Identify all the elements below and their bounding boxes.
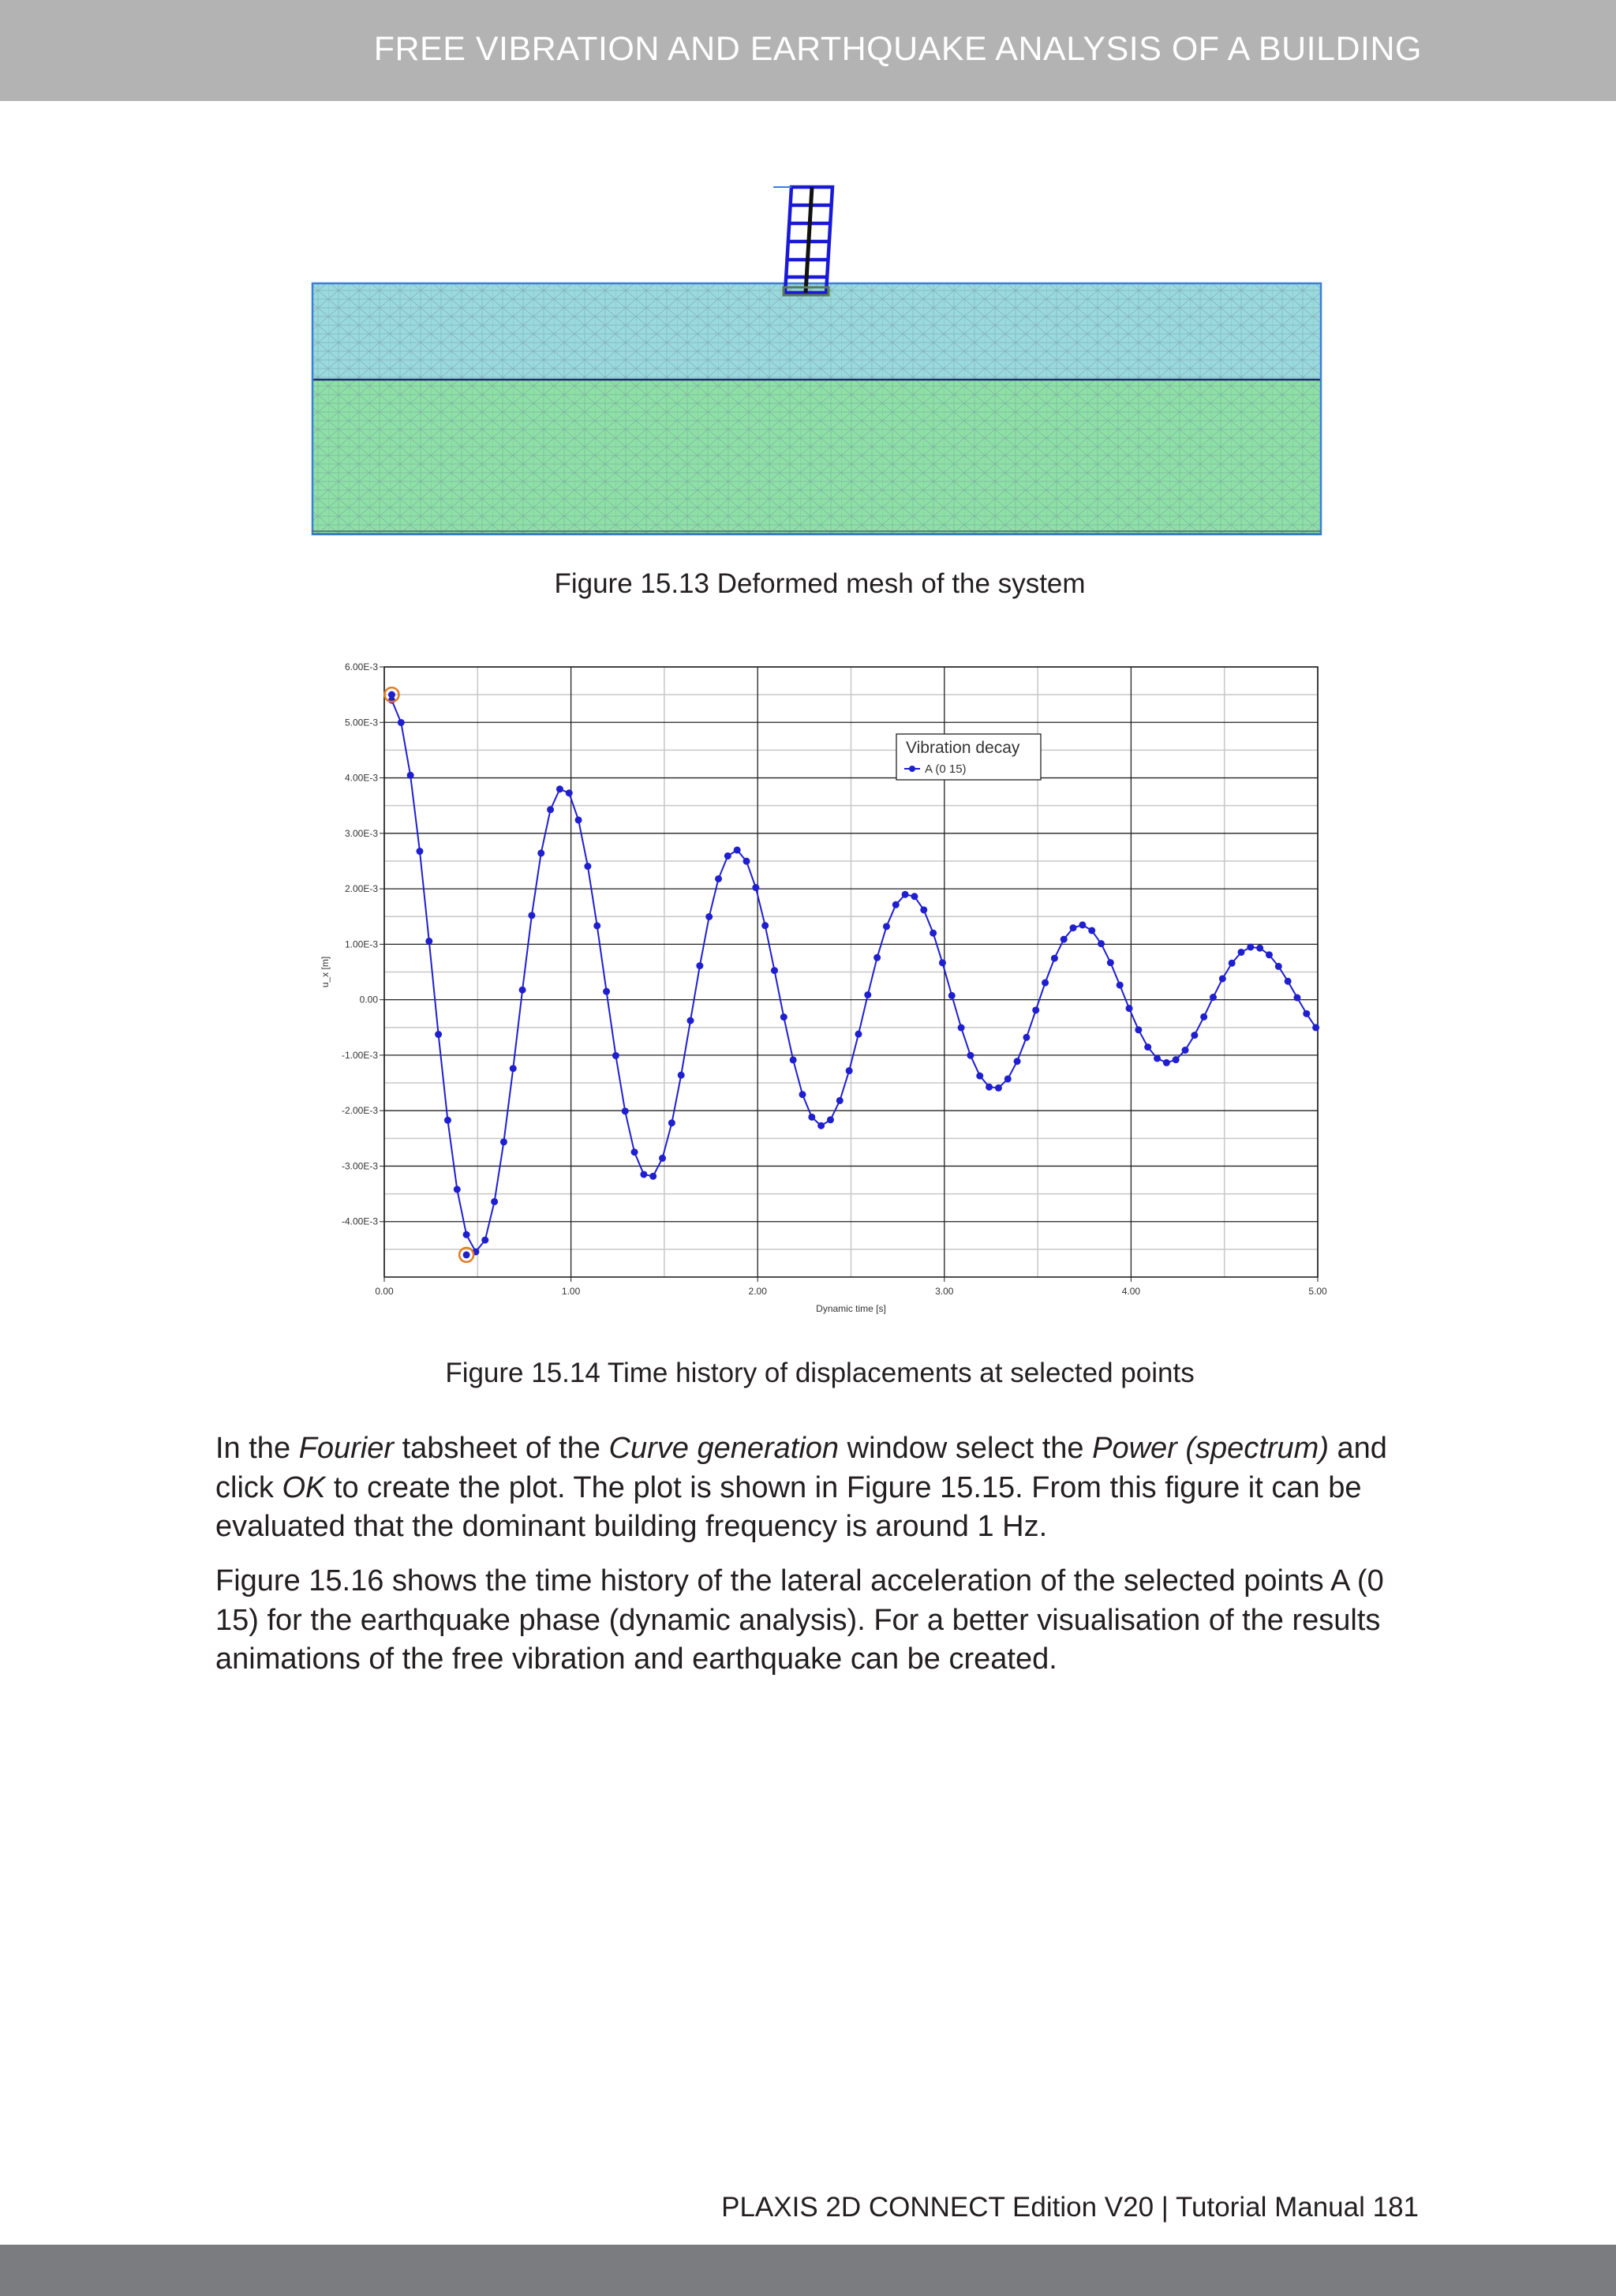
footer-text: PLAXIS 2D CONNECT Edition V20 | Tutorial Manual 181 <box>721 2192 1419 2223</box>
data-point <box>902 891 909 898</box>
x-tick-label: 0.00 <box>375 1286 394 1297</box>
data-point <box>705 913 713 920</box>
paragraph-curve-generation: In the Fourier tabsheet of the Curve generation window select the Power (spectrum) and click OK to create the plot. The plot is shown in Figure 15.15. From this figure it can be evaluated that the dominant building frequency is around 1 Hz. <box>215 1432 1387 1543</box>
y-tick-label: -3.00E-3 <box>341 1160 378 1172</box>
data-point <box>1312 1024 1319 1031</box>
data-point <box>435 1031 442 1038</box>
x-tick-label: 3.00 <box>935 1286 954 1297</box>
data-point <box>463 1251 470 1258</box>
data-point <box>678 1072 685 1079</box>
header-title: FREE VIBRATION AND EARTHQUAKE ANALYSIS OF A BUILDING <box>373 30 1422 68</box>
legend-title: Vibration decay <box>906 739 1020 757</box>
data-point <box>566 789 573 796</box>
data-point <box>491 1198 498 1205</box>
data-point <box>556 785 563 792</box>
data-point <box>463 1231 470 1238</box>
data-point <box>1237 949 1244 956</box>
data-point <box>817 1122 825 1129</box>
data-point <box>1135 1026 1142 1033</box>
data-point <box>1303 1010 1310 1017</box>
data-point <box>1285 978 1292 985</box>
x-tick-label: 5.00 <box>1308 1286 1327 1297</box>
data-point <box>575 816 582 823</box>
chart-legend <box>896 734 1041 780</box>
data-point <box>1079 921 1086 928</box>
data-point <box>1088 927 1095 934</box>
data-point <box>603 988 610 995</box>
data-point <box>398 719 405 726</box>
data-point <box>510 1065 517 1072</box>
y-axis-label: u_x [m] <box>320 956 331 988</box>
data-point <box>1191 1032 1198 1039</box>
data-point <box>1107 959 1114 966</box>
y-tick-label: -1.00E-3 <box>341 1049 378 1061</box>
data-point <box>1229 960 1236 967</box>
fourier-term: Fourier <box>298 1432 395 1465</box>
data-point <box>1004 1075 1012 1082</box>
data-point <box>528 912 535 919</box>
y-tick-label: 5.00E-3 <box>344 717 378 729</box>
data-point <box>734 847 741 854</box>
data-point <box>715 875 722 882</box>
data-point <box>855 1031 862 1038</box>
x-tick-label: 4.00 <box>1121 1286 1141 1297</box>
data-point <box>752 884 759 891</box>
data-point <box>771 967 778 974</box>
data-point <box>761 922 769 929</box>
data-point <box>976 1073 983 1080</box>
data-point <box>1247 943 1254 950</box>
data-point <box>808 1114 815 1121</box>
data-point <box>1154 1054 1161 1062</box>
x-tick-label: 1.00 <box>561 1286 581 1297</box>
data-point <box>1219 975 1226 982</box>
data-point <box>790 1056 797 1063</box>
x-tick-label: 2.00 <box>748 1286 767 1297</box>
data-point <box>584 863 591 870</box>
data-point <box>920 906 927 913</box>
data-point <box>780 1013 787 1021</box>
data-point <box>547 806 554 813</box>
data-point <box>883 923 890 930</box>
data-point <box>407 772 414 779</box>
data-point <box>1098 940 1105 947</box>
data-point <box>846 1067 853 1074</box>
y-tick-label: 3.00E-3 <box>344 827 378 839</box>
data-point <box>640 1170 647 1178</box>
y-tick-label: 6.00E-3 <box>344 661 378 672</box>
data-point <box>454 1185 461 1193</box>
data-point <box>612 1052 619 1059</box>
data-point <box>1210 994 1217 1001</box>
data-point <box>687 1017 694 1024</box>
curve-generation-term: Curve generation <box>608 1432 840 1465</box>
data-point <box>986 1084 993 1091</box>
data-point <box>388 691 395 699</box>
data-point <box>696 962 703 969</box>
data-point <box>537 849 544 856</box>
data-point <box>425 938 432 945</box>
footer-band <box>0 2245 1616 2296</box>
data-point <box>930 930 937 937</box>
data-point <box>958 1024 965 1032</box>
data-point <box>1200 1013 1207 1021</box>
paragraph-acceleration-history: Figure 15.16 shows the time history of the lateral acceleration of the selected points A (0 15) for the earthquake phase (dynamic analysis). For a better visualisation of the results animations of the free vibration and earthquake can be created. <box>215 1564 1384 1676</box>
power-spectrum-term: Power (spectrum) <box>1092 1432 1329 1465</box>
data-point <box>631 1148 638 1155</box>
data-point <box>1173 1056 1180 1063</box>
displacement-time-history-chart <box>316 655 1334 1326</box>
data-point <box>892 901 900 908</box>
data-point <box>649 1173 656 1180</box>
data-point <box>873 954 881 961</box>
data-point <box>1163 1059 1170 1066</box>
data-point <box>1023 1034 1030 1041</box>
data-point <box>1266 951 1273 958</box>
legend-series-label: A (0 15) <box>925 762 967 776</box>
data-point <box>948 992 956 999</box>
data-point <box>1256 945 1263 952</box>
data-point <box>481 1237 488 1244</box>
y-tick-label: -2.00E-3 <box>341 1105 378 1117</box>
data-point <box>911 893 918 900</box>
y-tick-label: -4.00E-3 <box>341 1215 378 1227</box>
y-tick-label: 4.00E-3 <box>344 772 378 784</box>
data-point <box>1182 1047 1189 1054</box>
data-point <box>743 858 750 865</box>
data-point <box>1060 936 1068 943</box>
building-frame <box>784 187 832 295</box>
data-point <box>593 922 600 929</box>
data-point <box>1014 1058 1021 1065</box>
y-tick-label: 1.00E-3 <box>344 938 378 950</box>
data-point <box>1032 1006 1039 1013</box>
data-point <box>799 1091 806 1098</box>
data-point <box>864 991 871 998</box>
data-point <box>724 852 731 860</box>
data-point <box>622 1107 629 1114</box>
data-point <box>1293 994 1300 1002</box>
data-point <box>659 1155 666 1162</box>
legend-marker <box>909 766 915 772</box>
data-point <box>416 848 423 855</box>
data-point <box>967 1052 974 1059</box>
data-point <box>939 959 946 966</box>
data-point <box>444 1117 451 1124</box>
data-point <box>836 1097 844 1104</box>
data-point <box>519 987 526 994</box>
data-point <box>1126 1005 1133 1012</box>
deformed-mesh-figure <box>308 178 1326 541</box>
data-point <box>500 1138 507 1145</box>
x-axis-label: Dynamic time [s] <box>816 1303 886 1314</box>
figure-14-caption: Figure 15.14 Time history of displacements at selected points <box>445 1358 1195 1388</box>
data-point <box>1275 963 1282 970</box>
data-point <box>995 1084 1002 1092</box>
data-point <box>1144 1043 1151 1051</box>
data-point <box>1070 924 1077 931</box>
data-point <box>1051 955 1058 962</box>
data-point <box>827 1116 834 1123</box>
data-point <box>1042 979 1049 987</box>
figure-13-caption: Figure 15.13 Deformed mesh of the system <box>554 568 1086 599</box>
data-point <box>1117 982 1124 989</box>
ok-term: OK <box>282 1470 326 1504</box>
y-tick-label: 2.00E-3 <box>344 883 378 895</box>
data-point <box>668 1119 675 1126</box>
y-tick-label: 0.00 <box>359 994 378 1006</box>
